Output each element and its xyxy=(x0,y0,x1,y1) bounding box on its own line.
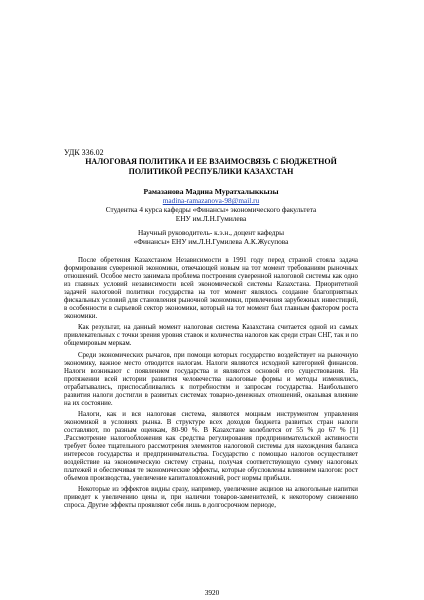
page-number: 3920 xyxy=(204,588,220,597)
body-paragraph: Среди экономических рычагов, при помощи которых государство воздействует на рыночную экономику, важное место отводится налогам. Налоги являются исходной категорией финансов. Налоги возникают с появлением государства и являются основой его существования. На протяжении всей истории развития человечества налоговые формы и методы изменялись, отрабатывались, приспосабливались к потребностям и запросам государства. Наибольшего развития налоги достигли в развитых системах товарно-денежных отношений, оказывая влияние на их состояние. xyxy=(64,351,358,407)
author-email-link[interactable]: madina-ramazanova-98@mail.ru xyxy=(162,196,260,205)
body-paragraph: Как результат, на данный момент налоговая система Казахстана считается одной из самых привлекательных с точки зрения уровня ставок и количества налогов как среди стран СНГ, так и по общемировым меркам. xyxy=(64,324,358,348)
supervisor-line: «Финансы» ЕНУ им.Л.Н.Гумилева А.К.Жусупова xyxy=(133,237,289,246)
author-block xyxy=(64,187,358,246)
article-body xyxy=(64,257,358,510)
udk-code: УДК 336.02 xyxy=(64,148,104,157)
article xyxy=(64,148,358,513)
supervisor-line: Научный руководитель- к.э.н., доцент кафедры xyxy=(137,228,285,237)
author-name: Рамазанова Мадина Муратхалыккызы xyxy=(143,187,279,196)
body-paragraph: Некоторые из эффектов видны сразу, например, увеличение акцизов на алкогольные напитки приведет к увеличению цены и, при наличии товаров-заменителей, к некоторому снижению спроса. Другие эффекты проявляют себя лишь в долгосрочном периоде, xyxy=(64,486,358,510)
affiliation-line: Студентка 4 курса кафедры «Финансы» экономического факультета xyxy=(105,205,317,214)
body-paragraph: Налоги, как и вся налоговая система, являются мощным инструментом управления экономикой в условиях рынка. В структуре всех доходов бюджета развитых стран налоги составляют, по разным оценкам, 80-90 %. В Казахстане колеблется от 55 % до 67 % [1] .Рассмотрение налогообложения как средства регулирования предпринимательской активности требует более тщательного рассмотрения элементов налоговой системы для нахождения баланса интересов государства и предпринимательства. Государство с помощью налогов осуществляет воздействие на экономическую систему страны, получая соответствующую сумму налоговых платежей и обеспечивая те экономические эффекты, которые обусловлены влиянием налогов: рост объемов производства, увеличение капиталовложений, рост нормы прибыли. xyxy=(64,410,358,483)
article-title: НАЛОГОВАЯ ПОЛИТИКА И ЕЕ ВЗАИМОСВЯЗЬ С БЮДЖЕТНОЙ ПОЛИТИКОЙ РЕСПУБЛИКИ КАЗАХСТАН xyxy=(85,157,337,176)
affiliation-line: ЕНУ им.Л.Н.Гумилева xyxy=(175,214,247,223)
body-paragraph: После обретения Казахстаном Независимости в 1991 году перед страной стояла задача формирования суверенной экономики, отвечающей новым на тот момент требованиям рыночных отношений. Особое место занимала проблема построения суверенной налоговой системы как одно из главных условий независимости всей экономической системы Казахстана. Приоритетной задачей налоговой политики государства на тот момент являлось создание благоприятных фискальных условий для становления рыночной экономики, привлечения зарубежных инвестиций, в особенности в сырьевой сектор экономики, который на тот момент был главным фактором роста экономики. xyxy=(64,257,358,321)
